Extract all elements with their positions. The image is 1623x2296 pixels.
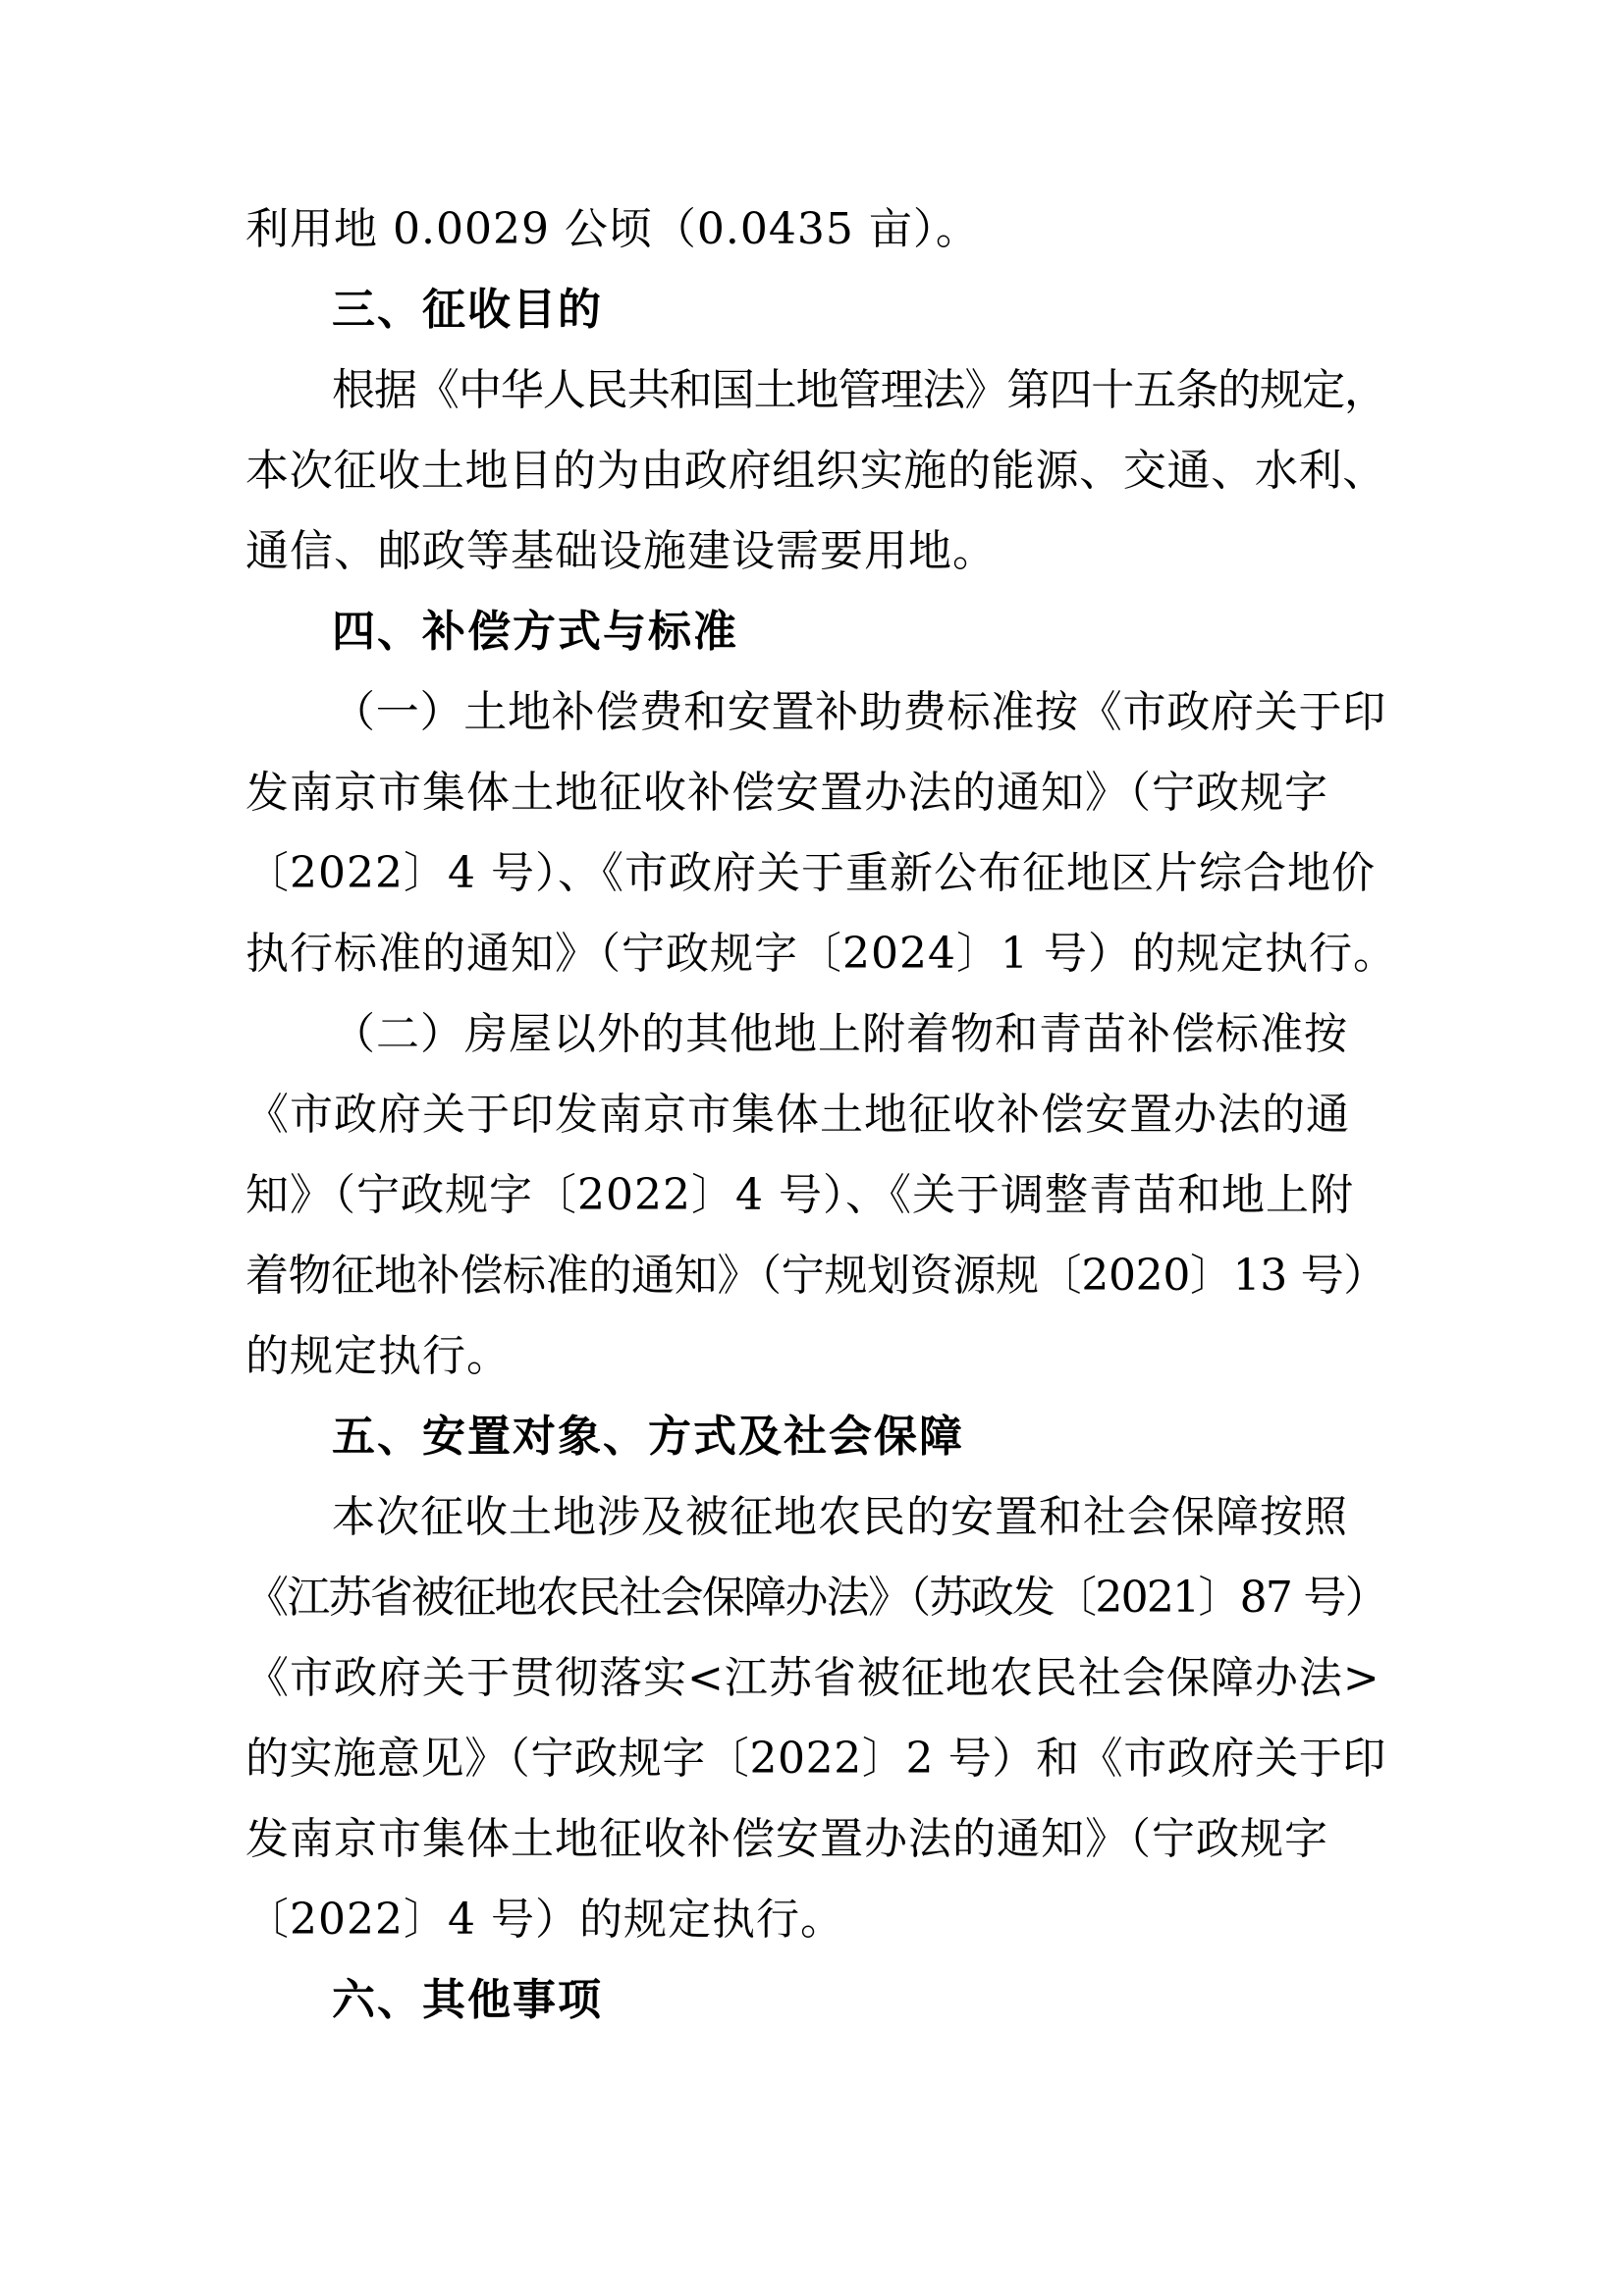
text-line: 的规定执行。 (245, 1331, 511, 1381)
text-line: 本次征收土地目的为由政府组织实施的能源、交通、水利、 (245, 446, 1386, 496)
section-heading: 三、征收目的 (332, 285, 603, 335)
text-line: （一）土地补偿费和安置补助费标准按《市政府关于印 (332, 687, 1386, 737)
document-content (245, 189, 1397, 2041)
text-line: 发南京市集体土地征收补偿安置办法的通知》（宁政规字 (245, 1814, 1328, 1864)
text-line: 利用地 0.0029 公顷（0.0435 亩）。 (245, 204, 980, 254)
section-heading: 六、其他事项 (332, 1975, 603, 2025)
text-line: 《市政府关于贯彻落实<江苏省被征地农民社会保障办法> (245, 1653, 1380, 1703)
section-heading: 五、安置对象、方式及社会保障 (332, 1412, 964, 1462)
text-line: 通信、邮政等基础设施建设需要用地。 (245, 526, 997, 576)
text-line: 知》（宁政规字〔2022〕4 号）、《关于调整青苗和地上附 (245, 1170, 1354, 1220)
text-line: 〔2022〕4 号）的规定执行。 (245, 1895, 844, 1945)
text-line: 〔2022〕4 号）、《市政府关于重新公布征地区片综合地价 (245, 848, 1376, 898)
text-line: 发南京市集体土地征收补偿安置办法的通知》（宁政规字 (245, 768, 1328, 818)
text-line: （二）房屋以外的其他地上附着物和青苗补偿标准按 (332, 1009, 1348, 1059)
text-line: 《江苏省被征地农民社会保障办法》（苏政发〔2021〕87 号） (245, 1573, 1386, 1623)
text-line: 根据《中华人民共和国土地管理法》第四十五条的规定， (332, 365, 1386, 415)
text-line: 《市政府关于印发南京市集体土地征收补偿安置办法的通 (245, 1090, 1350, 1140)
text-line: 本次征收土地涉及被征地农民的安置和社会保障按照 (332, 1492, 1348, 1542)
section-heading: 四、补偿方式与标准 (332, 607, 738, 657)
text-line: 执行标准的通知》（宁政规字〔2024〕1 号）的规定执行。 (245, 929, 1397, 979)
text-line: 着物征地补偿标准的通知》（宁规划资源规〔2020〕13 号） (245, 1251, 1386, 1301)
text-line: 的实施意见》（宁政规字〔2022〕2 号）和《市政府关于印 (245, 1734, 1386, 1784)
